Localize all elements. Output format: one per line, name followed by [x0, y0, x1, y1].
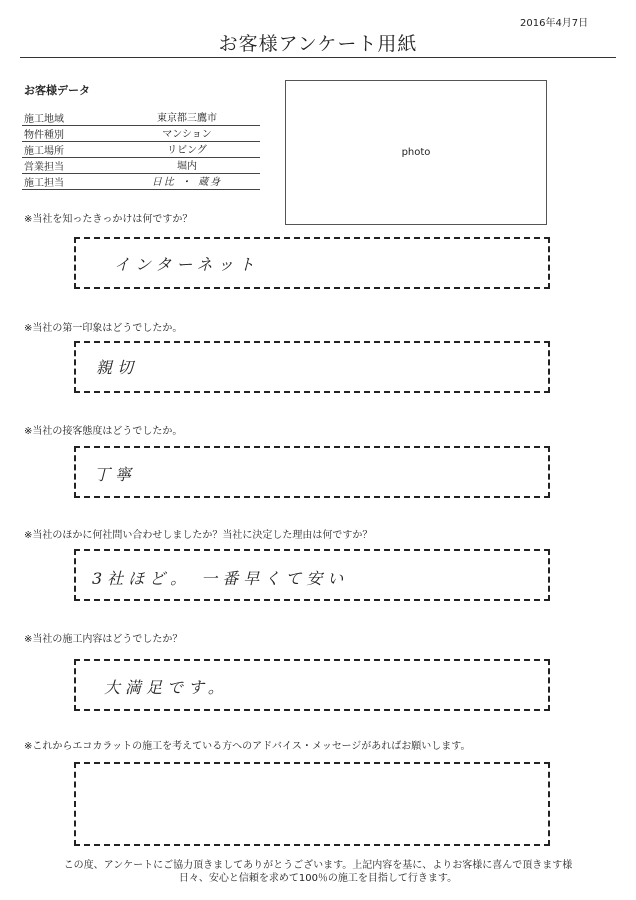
info-value: マンション: [162, 129, 212, 140]
page-title: お客様アンケート用紙: [218, 33, 418, 55]
handwritten-answer: 3社ほど。 一番早くて安い: [92, 569, 349, 588]
handwritten-answer: インターネット: [114, 255, 260, 274]
handwritten-answer: 丁寧: [94, 465, 137, 484]
info-value-handwritten: 日比 ・ 蔵身: [151, 177, 223, 188]
question-3: ※当社の接客態度はどうでしたか。: [24, 426, 183, 437]
footer-line-2: 日々、安心と信頼を求めて100％の施工を目指して行きます。: [178, 873, 458, 884]
photo-label: photo: [401, 147, 431, 158]
question-2: ※当社の第一印象はどうでしたか。: [24, 323, 183, 334]
info-label: 物件種別: [24, 130, 64, 141]
footer-line-1: この度、アンケートにご協力頂きましてありがとうございます。上記内容を基に、よりお客様に喜んで頂きます様: [63, 860, 573, 871]
info-label: 施工担当: [24, 178, 64, 189]
answer-box-5: [74, 659, 550, 711]
question-6: ※これからエコカラットの施工を考えている方へのアドバイス・メッセージがあればお願いします。: [24, 741, 471, 752]
handwritten-answer: 親切: [96, 358, 139, 377]
photo-placeholder: [285, 80, 547, 225]
answer-box-6: [74, 762, 550, 846]
info-row-location: [22, 142, 260, 158]
question-5: ※当社の施工内容はどうでしたか？: [24, 634, 183, 645]
info-value: 堀内: [177, 161, 197, 172]
title-underline: [20, 57, 616, 58]
info-row-area: [22, 110, 260, 126]
info-value: リビング: [167, 145, 207, 156]
info-value: 東京都三鷹市: [157, 113, 217, 124]
answer-box-1: [74, 237, 550, 289]
question-1: ※当社を知ったきっかけは何ですか？: [24, 214, 193, 225]
answer-box-2: [74, 341, 550, 393]
survey-date: 2016年4月7日: [520, 18, 589, 29]
customer-data-heading: お客様データ: [24, 84, 90, 97]
info-label: 営業担当: [24, 162, 64, 173]
handwritten-answer: 大満足です。: [104, 678, 229, 697]
info-row-property-type: [22, 126, 260, 142]
customer-info-table: [22, 110, 260, 190]
answer-box-4: [74, 549, 550, 601]
question-4: ※当社のほかに何社問い合わせしましたか？当社に決定した理由は何ですか？: [24, 530, 373, 541]
answer-box-3: [74, 446, 550, 498]
info-row-installer: [22, 174, 260, 190]
info-row-sales-rep: [22, 158, 260, 174]
info-label: 施工地域: [24, 114, 64, 125]
info-label: 施工場所: [24, 146, 64, 157]
